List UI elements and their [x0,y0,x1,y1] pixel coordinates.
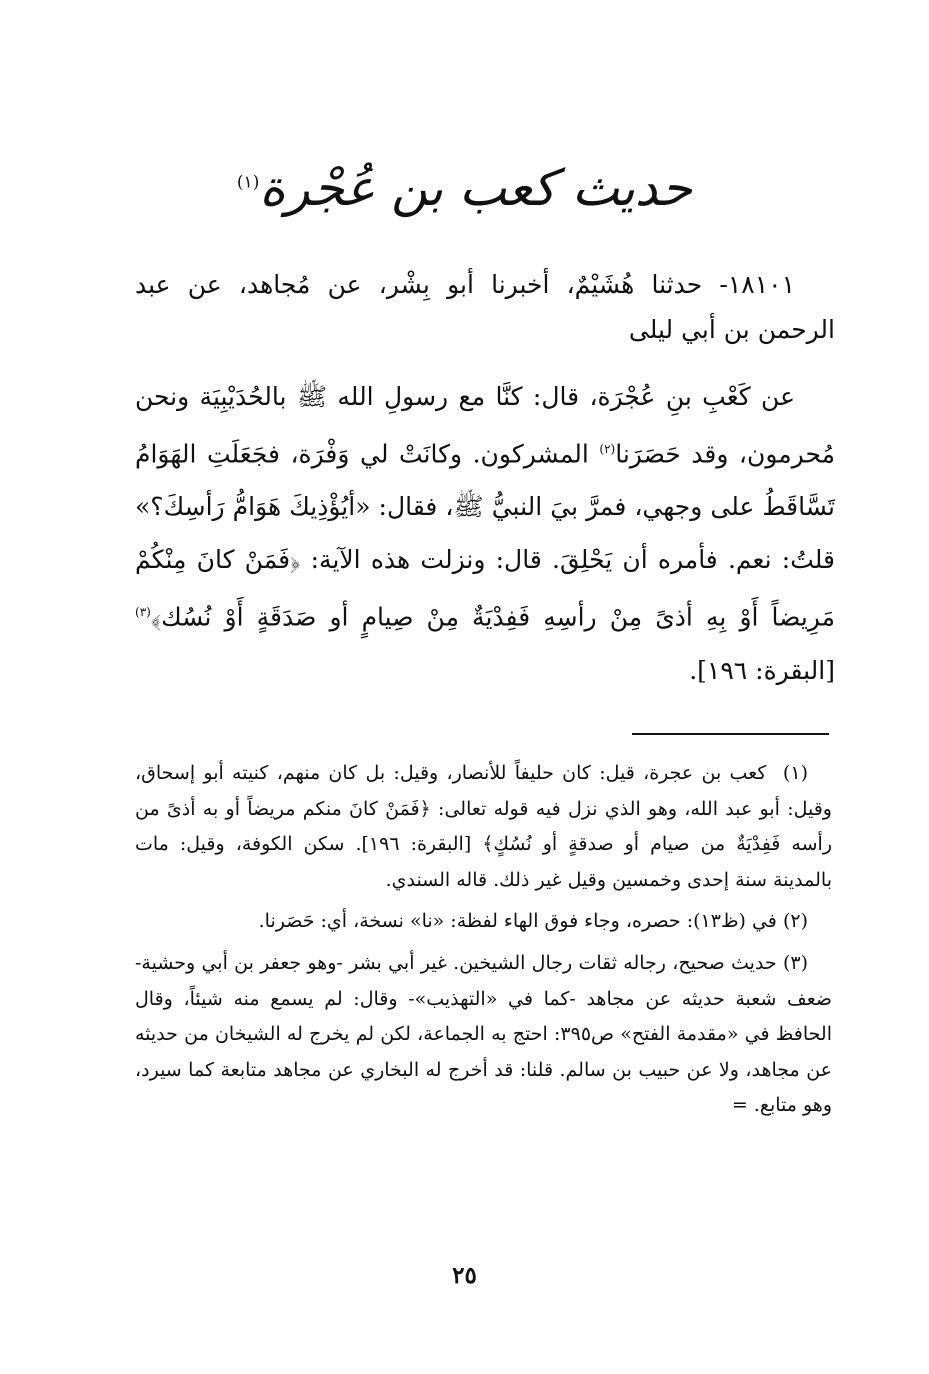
chapter-title [0,158,929,218]
footnote-text: في (ظ١٣): حصره، وجاء فوق الهاء لفظة: «نا» نسخة، أي: حَصَرنا. [258,910,777,933]
matn-text-part2: المشركون. وكانَتْ لي وَفْرَة، فجَعَلَتِ الهَوَامُ تَسَّاقَطُ على وجهي، فمرَّ بيَ النبيُّ ﷺ، فقال: «أيُؤْذِيكَ هَوَامُّ رَأسِكَ؟» قلتُ: نعم. فأمره أن يَحْلِقَ. قال: ونزلت هذه الآية: ﴿فَمَنْ كانَ مِنْكُمْ مَرِيضاً أَوْ بِهِ أذىً مِنْ رأسِهِ فَفِدْيَةٌ مِنْ صِيامٍ أو صَدَقَةٍ أَوْ نُسُك﴾ [135,439,835,632]
footnote-divider [632,733,829,735]
footnote-text: كعب بن عجرة، قيل: كان حليفاً للأنصار، وقيل: بل كان منهم، كنيته أبو إسحاق، وقيل: أبو عبد الله، وهو الذي نزل فيه قوله تعالى: ﴿فَمَنْ كانَ منكم مريضاً أو به أذىً من رأسه فَفِدْيَةٌ من صيام أو صدقةٍ أو نُسُكٍ﴾ [البقرة: ١٩٦]. سكن الكوفة، وقيل: مات بالمدينة سنة إحدى وخمسين وقيل غير ذلك. قاله السندي. [135,762,832,891]
chapter-title-text: حديث كعب بن عُجْرة [259,159,693,217]
footnote-ref-3: (٣) [135,605,151,620]
matn-text-part1: عن كَعْبِ بنِ عُجْرَة، قال: كنَّا مع رسولِ الله ﷺ بالحُدَيْبِيَة ونحن مُحرمون، وقد حَصَرَنا [135,382,835,469]
footnote-marker: (٢) [782,910,808,933]
footnote-3 [135,946,832,1124]
footnote-marker: (٣) [782,951,808,974]
isnad-text: ١٨١٠١- حدثنا هُشَيْمٌ، أخبرنا أبو بِشْر، عن مُجاهد، عن عبد الرحمن بن أبي ليلى [135,270,835,344]
hadith-isnad [135,262,835,352]
footnote-ref-2: (٢) [599,442,616,456]
footnote-marker: (١) [782,762,808,784]
footnote-1 [135,756,832,898]
footnote-2 [135,904,832,940]
footnote-text: حديث صحيح، رجاله ثقات رجال الشيخين. غير أبي بشر -وهو جعفر بن أبي وحشية- ضعف شعبة حديثه عن مجاهد -كما في «التهذيب»- وقال: لم يسمع منه شيئاً، وقال الحافظ في «مقدمة الفتح» ص٣٩٥: احتج به الجماعة، لكن لم يخرج له الشيخان من حديثه عن مجاهد، ولا عن حبيب بن سالم. قلنا: قد أخرج له البخاري عن مجاهد متابعة كما سيرد، وهو متابع. = [135,951,832,1117]
page-number: ٢٥ [452,1262,477,1289]
hadith-matn [135,370,835,697]
footnotes-section [135,756,832,1124]
title-footnote-marker: (١) [236,172,260,193]
matn-text-part3: [البقرة: ١٩٦]. [689,655,835,685]
